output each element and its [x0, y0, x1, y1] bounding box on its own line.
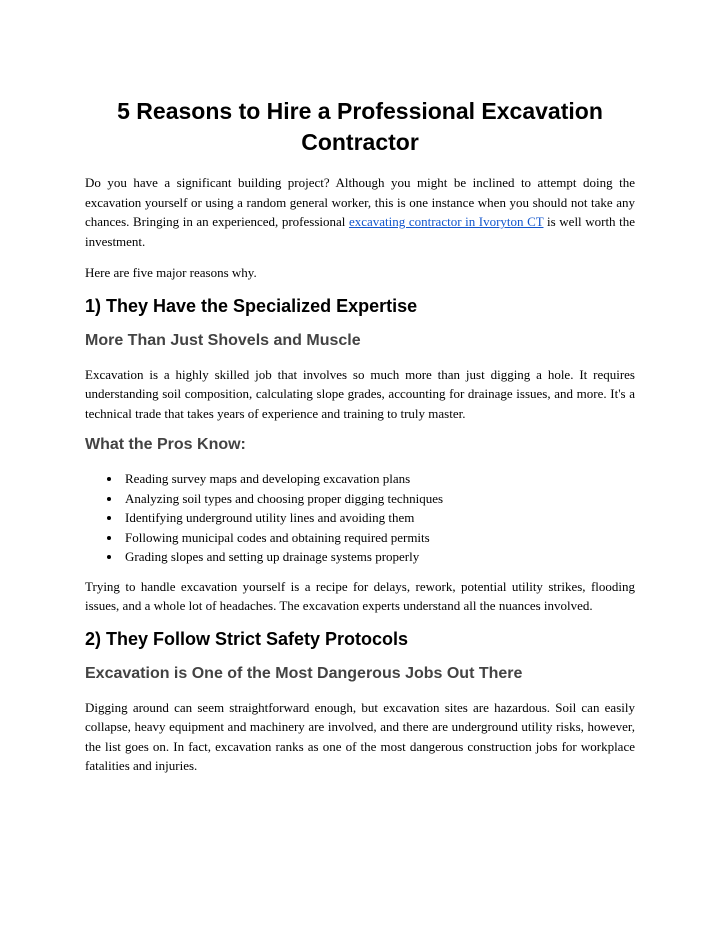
section-2-heading: 2) They Follow Strict Safety Protocols [85, 628, 409, 649]
pros-know-bullet-list [85, 469, 635, 567]
section-1-body-paragraph: Excavation is a highly skilled job that involves so much more than just digging a hole. It requires understanding soil composition, calculating slope grades, accounting for drainage issues, and more. It's a technical trade that takes years of experience and training to truly master. [85, 366, 635, 421]
intro-text-after-link: is well worth the investment. [85, 214, 636, 249]
intro-paragraph [85, 173, 635, 251]
excavating-contractor-link[interactable]: excavating contractor in Ivoryton CT [348, 214, 544, 229]
document-title: 5 Reasons to Hire a Professional Excavation Contractor [117, 98, 603, 155]
section-2-subheading: Excavation is One of the Most Dangerous Jobs Out There [85, 664, 523, 682]
section-2-body-paragraph: Digging around can seem straightforward enough, but excavation sites are hazardous. Soil can easily collapse, heavy equipment and machinery are involved, and there are underground utility risks, however, the list goes on. In fact, excavation ranks as one of the most dangerous construction jobs for workplace fatalities and injuries. [85, 699, 635, 773]
section-1-heading: 1) They Have the Specialized Expertise [85, 295, 418, 316]
list-item: • Analyzing soil types and choosing proper digging techniques [122, 489, 635, 509]
list-item: • Grading slopes and setting up drainage systems properly [122, 547, 635, 567]
list-item: • Following municipal codes and obtaining required permits [122, 528, 635, 548]
section-1-closing-paragraph: Trying to handle excavation yourself is a recipe for delays, rework, potential utility strikes, flooding issues, and a whole lot of headaches. The excavation experts understand all the nuances involved. [85, 578, 635, 613]
lead-in-paragraph: Here are five major reasons why. [85, 265, 257, 280]
list-item: • Identifying underground utility lines and avoiding them [122, 508, 635, 528]
section-1-subheading: More Than Just Shovels and Muscle [85, 331, 361, 349]
section-1-list-title: What the Pros Know: [85, 436, 246, 453]
list-item: • Reading survey maps and developing excavation plans [122, 469, 635, 489]
intro-text-before-link: Do you have a significant building project? Although you might be inclined to attempt doing the excavation yourself or using a random general worker, this is one instance when you should not take any chances. Bringing in an experienced, professional [85, 175, 635, 229]
